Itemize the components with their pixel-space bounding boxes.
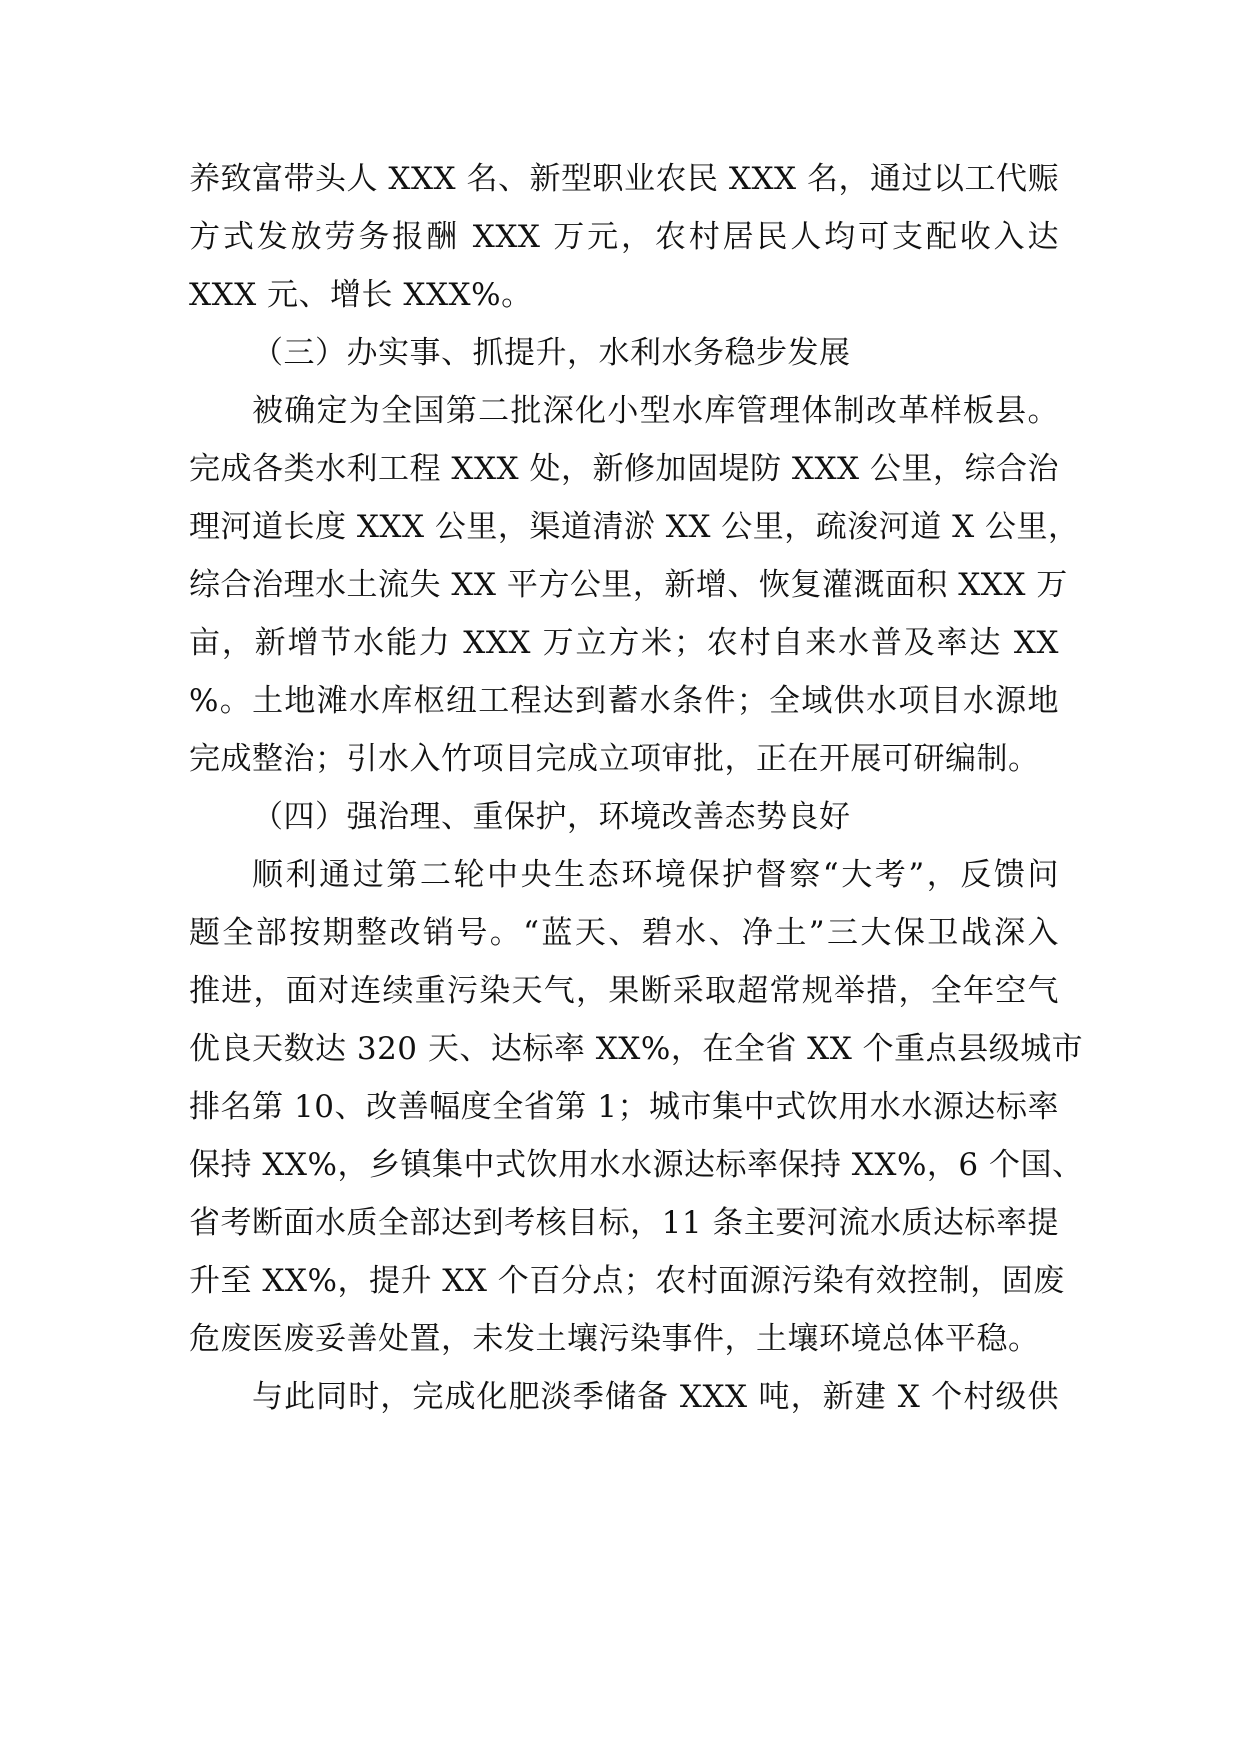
section-heading-3: （三）办实事、抓提升，水利水务稳步发展 — [252, 335, 851, 371]
body-text-line: 保持 XX%，乡镇集中式饮用水水源达标率保持 XX%，6 个国、 — [189, 1147, 1084, 1183]
body-text-line: 与此同时，完成化肥淡季储备 XXX 吨，新建 X 个村级供 — [252, 1379, 1059, 1415]
body-text-line: 排名第 10、改善幅度全省第 1；城市集中式饮用水水源达标率 — [189, 1089, 1059, 1125]
body-text-line: 题全部按期整改销号。“蓝天、碧水、净土”三大保卫战深入 — [189, 915, 1059, 951]
body-text-line: %。土地滩水库枢纽工程达到蓄水条件；全域供水项目水源地 — [189, 683, 1059, 719]
body-text-line: 养致富带头人 XXX 名、新型职业农民 XXX 名，通过以工代赈 — [189, 161, 1059, 197]
body-text-line: 亩，新增节水能力 XXX 万立方米；农村自来水普及率达 XX — [189, 625, 1059, 661]
body-text-line: 综合治理水土流失 XX 平方公里，新增、恢复灌溉面积 XXX 万 — [189, 567, 1068, 603]
body-text-line: 升至 XX%，提升 XX 个百分点；农村面源污染有效控制，固废 — [189, 1263, 1065, 1299]
body-text-line: 完成各类水利工程 XXX 处，新修加固堤防 XXX 公里，综合治 — [189, 451, 1059, 487]
body-text-line: 省考断面水质全部达到考核目标，11 条主要河流水质达标率提 — [189, 1205, 1059, 1241]
body-text-line: 方式发放劳务报酬 XXX 万元，农村居民人均可支配收入达 — [189, 219, 1059, 255]
body-text-line: 完成整治；引水入竹项目完成立项审批，正在开展可研编制。 — [189, 741, 1040, 777]
body-text-line: 优良天数达 320 天、达标率 XX%，在全省 XX 个重点县级城市 — [189, 1031, 1084, 1067]
section-heading-4: （四）强治理、重保护，环境改善态势良好 — [252, 799, 851, 835]
body-text-line: 推进，面对连续重污染天气，果断采取超常规举措，全年空气 — [189, 973, 1059, 1009]
body-text-line: 顺利通过第二轮中央生态环境保护督察“大考”，反馈问 — [252, 857, 1059, 893]
body-text-line: 危废医废妥善处置，未发土壤污染事件，土壤环境总体平稳。 — [189, 1321, 1040, 1357]
body-text-line: 理河道长度 XXX 公里，渠道清淤 XX 公里，疏浚河道 X 公里， — [189, 509, 1080, 545]
body-text-line: 被确定为全国第二批深化小型水库管理体制改革样板县。 — [252, 393, 1059, 429]
body-text-line: XXX 元、增长 XXX%。 — [189, 277, 533, 313]
